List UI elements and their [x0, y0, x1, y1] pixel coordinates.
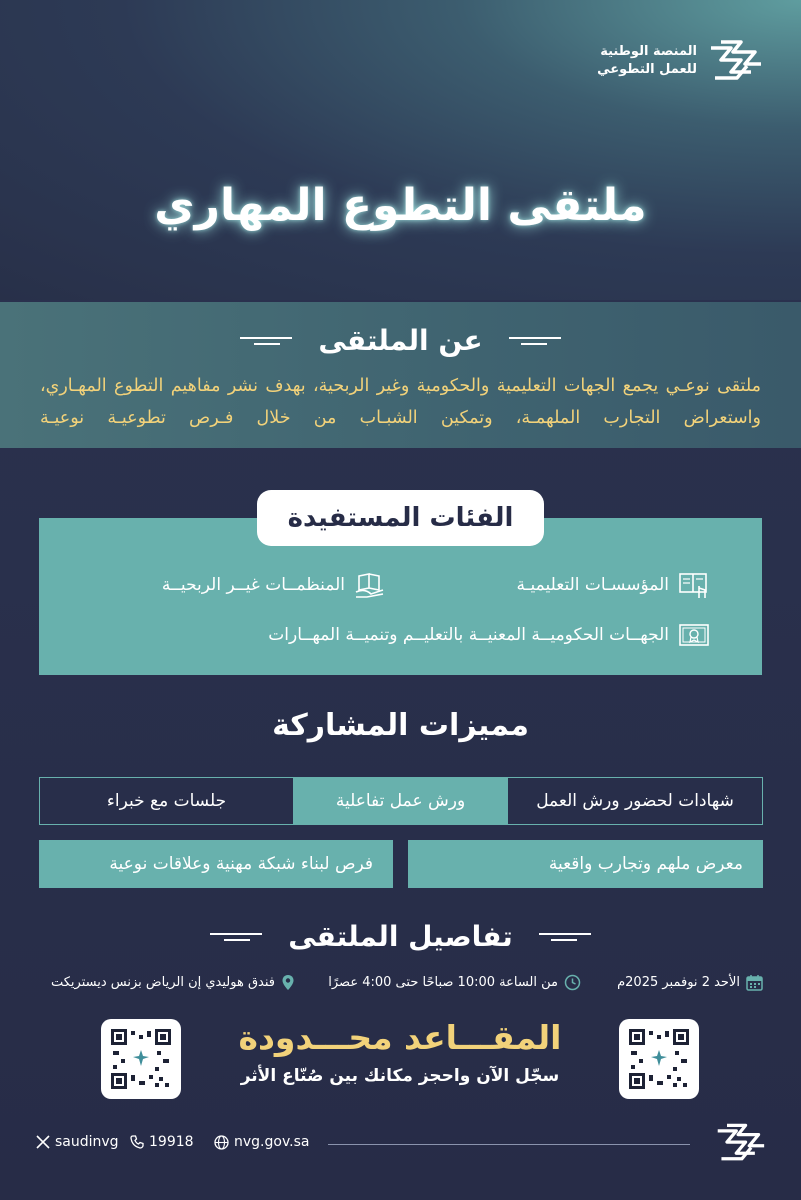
beneficiaries-heading: الفئات المستفيدة	[257, 490, 544, 546]
beneficiary-label: المنظمــات غيــر الربحيــة	[161, 575, 345, 595]
details-heading-text: تفاصيل الملتقى	[288, 920, 513, 953]
event-date	[617, 974, 763, 991]
book-hand-icon	[677, 570, 711, 600]
qr-code-icon	[629, 1029, 689, 1089]
feature-workshops	[294, 777, 507, 825]
feature-label: ورش عمل تفاعلية	[335, 791, 466, 811]
organization-name-line1: المنصة الوطنية	[600, 44, 697, 59]
organization-name-line2: للعمل التطوعي	[597, 62, 697, 77]
x-handle-text: saudinvg	[55, 1134, 119, 1150]
feature-exhibition	[408, 840, 763, 888]
qr-code-right[interactable]	[619, 1019, 699, 1099]
feature-networking	[39, 840, 393, 888]
beneficiary-government	[268, 620, 711, 650]
feature-label: معرض ملهم وتجارب واقعية	[548, 854, 743, 874]
nvg-logo-icon	[707, 38, 763, 84]
location-pin-icon	[281, 974, 295, 991]
feature-label: جلسات مع خبراء	[106, 791, 227, 811]
feature-expert-sessions	[39, 777, 294, 825]
globe-icon	[214, 1135, 229, 1150]
nvg-footer-logo-icon	[714, 1121, 766, 1165]
details-heading	[0, 920, 801, 953]
heading-decoration-right	[531, 932, 591, 942]
register-call-to-action: سجّل الآن واحجز مكانك بين صُنّاع الأثر	[240, 1066, 560, 1086]
event-date-text: الأحد 2 نوفمبر 2025م	[617, 975, 740, 990]
organization-name	[597, 43, 697, 79]
about-heading	[0, 324, 801, 357]
beneficiary-label: الجهــات الحكوميــة المعنيــة بالتعليــم وتنميــة المهــارات	[268, 625, 669, 645]
feature-label: فرص لبناء شبكة مهنية وعلاقات نوعية	[109, 854, 373, 874]
beneficiary-educational	[516, 570, 711, 600]
website-text: nvg.gov.sa	[234, 1134, 310, 1150]
organization-logo	[597, 38, 763, 84]
beneficiary-nonprofit	[162, 570, 387, 600]
certificate-icon	[677, 620, 711, 650]
footer-website[interactable]	[214, 1134, 309, 1150]
footer-divider	[328, 1144, 690, 1145]
phone-text: 19918	[149, 1134, 194, 1150]
beneficiary-label: المؤسسـات التعليميـة	[516, 575, 669, 595]
about-section	[0, 302, 801, 448]
event-location-text: فندق هوليدي إن الرياض بزنس ديستريكت	[50, 975, 275, 990]
calendar-icon	[746, 974, 763, 991]
event-time	[328, 974, 581, 991]
clock-icon	[564, 974, 581, 991]
about-heading-text: عن الملتقى	[318, 324, 483, 357]
about-description: ملتقى نوعـي يجمع الجهات التعليمية والحكومية وغير الربحية، بهدف نشر مفاهيم التطوع المهـاري، واستعراض التجارب الملهمـة، وتمكين الشبـاب من خلال فـرص تطوعيـة نوعيـة	[40, 376, 761, 428]
event-time-text: من الساعة 10:00 صباحًا حتى 4:00 عصرًا	[328, 975, 558, 990]
feature-label: شهادات لحضور ورش العمل	[536, 791, 734, 811]
features-heading: مميزات المشاركة	[272, 708, 529, 743]
limited-seats: المقـــاعد محـــدودة	[238, 1018, 562, 1057]
open-book-hand-icon	[353, 570, 387, 600]
heading-decoration-left	[210, 932, 270, 942]
qr-code-left[interactable]	[101, 1019, 181, 1099]
qr-code-icon	[111, 1029, 171, 1089]
footer-phone[interactable]	[130, 1134, 194, 1150]
heading-decoration-left	[240, 336, 300, 346]
footer-x-handle[interactable]	[36, 1134, 119, 1150]
event-location	[51, 974, 295, 991]
event-title: ملتقى التطوع المهاري	[154, 180, 647, 231]
phone-icon	[130, 1135, 144, 1149]
heading-decoration-right	[501, 336, 561, 346]
feature-certificates	[507, 777, 763, 825]
x-twitter-icon	[36, 1135, 50, 1149]
